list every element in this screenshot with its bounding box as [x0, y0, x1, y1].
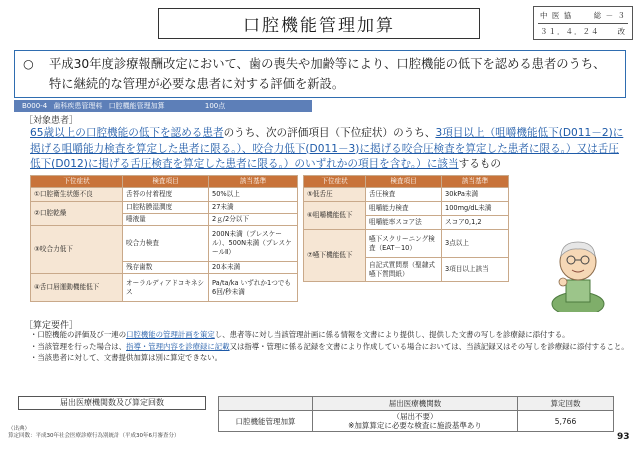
table-header-row — [219, 397, 614, 411]
test-cell: 舌苔の付着程度 — [123, 188, 209, 202]
col-header: 下位症状 — [31, 176, 123, 188]
page-number: 93 — [617, 432, 630, 442]
criteria-cell: 2ｇ/2分以下 — [209, 214, 298, 226]
criteria-cell: スコア0,1,2 — [442, 216, 509, 230]
test-cell: 嚥下スクリーニング検査（EAT－10） — [366, 230, 442, 258]
requirements-label: ［算定要件］ — [24, 321, 79, 331]
facilities-line2: ※加算算定に必要な検査に施設基準あり — [348, 421, 482, 430]
target-text — [30, 126, 626, 173]
req-lead: ・当該管理を行った場合は、 — [30, 341, 127, 351]
criteria-cell: 20本未満 — [209, 262, 298, 274]
requirement-item — [30, 353, 630, 364]
req-lead: ・当該患者に対して、文書提供加算は別に算定できない。 — [30, 353, 223, 362]
criteria-cell: 3項目以上該当 — [442, 258, 509, 282]
criteria-cell: Pa/ta/ka いずれか1つでも6回/秒未満 — [209, 274, 298, 302]
table-row — [31, 188, 298, 202]
req-lead: ・口腔機能の評価及び一連の — [30, 330, 127, 339]
col-header: 検査項目 — [123, 176, 209, 188]
req-rest: し、患者等に対し当該管理計画に係る情報を文書により提供し、提供した文書の写しを診療録に添付する。 — [214, 330, 570, 339]
table-row — [304, 202, 509, 216]
code: B000-4 — [22, 102, 48, 110]
table-row — [31, 274, 298, 302]
intro-text: 平成30年度診療報酬改定において、歯の喪失や加齢等により、口腔機能の低下を認める患者のうち、特に継続的な管理が必要な患者に対する評価を新設。 — [49, 57, 606, 91]
doc-date: ３１．４．２４ — [540, 27, 600, 36]
criteria-cell: 50%以上 — [209, 188, 298, 202]
symptom-cell: ⑤低舌圧 — [304, 188, 366, 202]
category: 歯科疾患管理料 — [53, 102, 103, 110]
symptom-cell: ⑦嚥下機能低下 — [304, 230, 366, 282]
symptom-cell: ②口腔乾燥 — [31, 202, 123, 226]
source-line1: （出典） — [8, 426, 31, 432]
target-label: ［対象患者］ — [24, 116, 79, 126]
test-cell: 口腔粘膜湿潤度 — [123, 202, 209, 214]
test-cell: 舌圧検査 — [366, 188, 442, 202]
notification-table — [218, 396, 614, 432]
document-id-box — [533, 6, 633, 40]
col-header: 下位症状 — [304, 176, 366, 188]
target-part2: のうち、次の評価項目（下位症状）のうち、 — [223, 127, 436, 139]
table-row — [219, 411, 614, 432]
doc-number: 総 － ３ — [593, 11, 626, 20]
test-cell: オーラルディアドコキネシス — [123, 274, 209, 302]
facilities-line1: （届出不要） — [392, 412, 438, 421]
source-note — [8, 426, 180, 440]
test-cell: 自記式質問票（聖隷式嚥下質問紙） — [366, 258, 442, 282]
test-cell: 残存歯数 — [123, 262, 209, 274]
test-cell: 咬合力検査 — [123, 226, 209, 262]
points: 100点 — [204, 102, 226, 110]
item-name: 口腔機能管理加算 — [108, 102, 165, 110]
test-cell: 咀嚼能率スコア法 — [366, 216, 442, 230]
criteria-cell: 30kPa未満 — [442, 188, 509, 202]
req-highlight: 口腔機能の管理計画を策定 — [126, 330, 215, 339]
table-header-row — [304, 176, 509, 188]
code-bar — [14, 100, 312, 112]
requirement-item — [30, 330, 630, 341]
test-cell: 咀嚼能力検査 — [366, 202, 442, 216]
symptom-cell: ①口腔衛生状態不良 — [31, 188, 123, 202]
criteria-cell: 100mg/dL未満 — [442, 202, 509, 216]
test-cell: 唾液量 — [123, 214, 209, 226]
facilities-cell — [313, 411, 518, 432]
source-line2: 算定回数：平成30年社会医療診療行為別統計（平成30年6月審査分） — [8, 433, 180, 439]
target-part4: するもの — [458, 158, 501, 170]
intro-box — [14, 50, 626, 98]
count-cell: 5,766 — [518, 411, 614, 432]
col-header: 算定回数 — [518, 397, 614, 411]
page-title: 口腔機能管理加算 — [158, 8, 480, 39]
blank-header-cell — [219, 397, 313, 411]
table-row — [304, 188, 509, 202]
circle-bullet-icon: ○ — [23, 57, 34, 71]
requirements-list — [30, 330, 630, 365]
target-part1: 65歳以上の口腔機能の低下を認める患者 — [30, 127, 224, 139]
symptom-cell: ④舌口唇運動機能低下 — [31, 274, 123, 302]
col-header: 該当基準 — [442, 176, 509, 188]
table-row — [31, 226, 298, 262]
criteria-cell: 3点以上 — [442, 230, 509, 258]
row-label: 口腔機能管理加算 — [219, 411, 313, 432]
doc-label: 中 医 協 — [540, 11, 573, 20]
symptom-table-left — [30, 175, 298, 302]
elderly-person-illustration — [548, 234, 608, 312]
doc-status: 改 — [617, 27, 626, 36]
target-part3: 3項目以上（咀嚼機能低下(D011－2)に掲げる咀嚼能力検査を算定した患者に限る。）、咬合力低下(D011－3)に掲げる咬合圧検査を算定した患者に限る。）又は舌圧低下(D012)に掲げる舌圧検査を算定した患者に限る。）のいずれかの項目を含む。）に該当 — [30, 127, 624, 170]
criteria-cell: 27未満 — [209, 202, 298, 214]
symptom-cell: ③咬合力低下 — [31, 226, 123, 274]
req-rest: 又は指導・管理に係る記録を文書により作成している場合においては、当該記録又はその写しを診療録に添付すること。 — [229, 341, 629, 351]
requirement-item — [30, 342, 630, 353]
table-row — [304, 230, 509, 258]
col-header: 該当基準 — [209, 176, 298, 188]
req-highlight: 指導・管理内容を診療録に記載 — [126, 341, 230, 351]
notification-label: 届出医療機関数及び算定回数 — [18, 396, 206, 410]
criteria-cell: 200N未満（プレスケール）、500N未満（プレスケールⅡ） — [209, 226, 298, 262]
table-header-row — [31, 176, 298, 188]
col-header: 検査項目 — [366, 176, 442, 188]
table-row — [31, 202, 298, 214]
col-header: 届出医療機関数 — [313, 397, 518, 411]
symptom-table-right — [303, 175, 509, 282]
symptom-cell: ⑥咀嚼機能低下 — [304, 202, 366, 230]
